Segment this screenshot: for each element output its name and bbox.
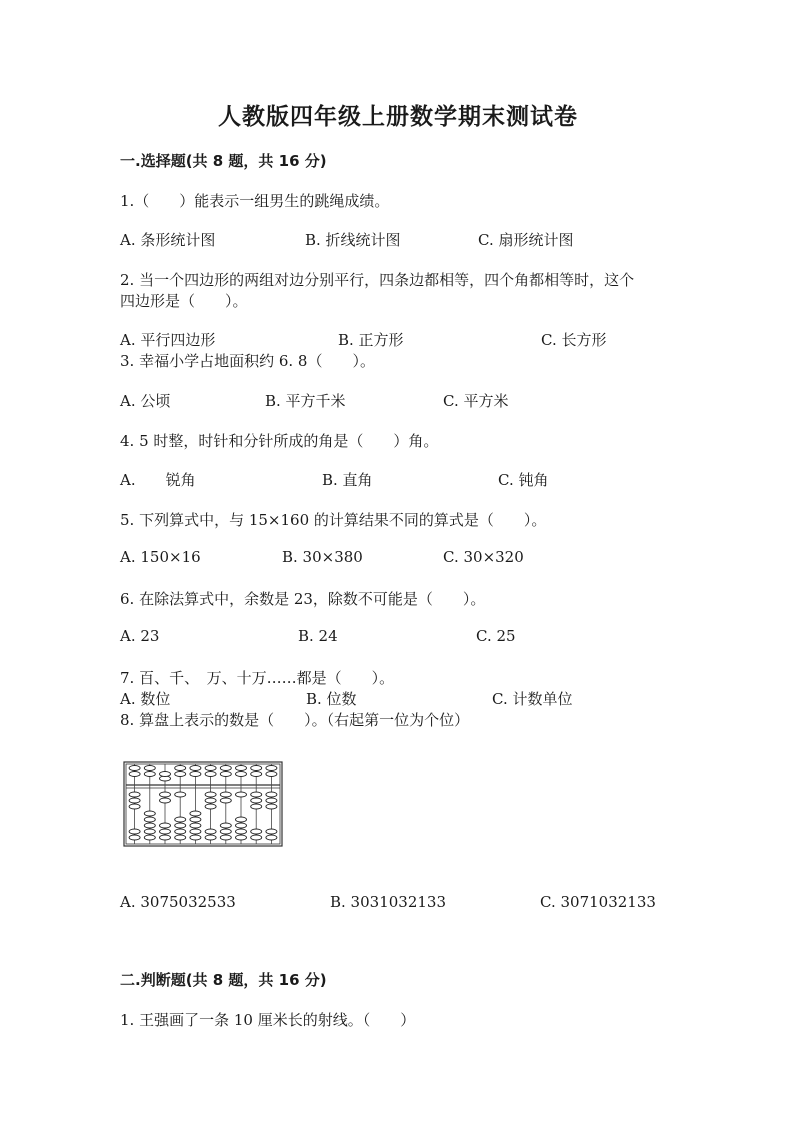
abacus-lower-bead bbox=[266, 792, 277, 797]
abacus-upper-bead bbox=[190, 772, 201, 777]
abacus-lower-bead bbox=[236, 817, 247, 822]
abacus-upper-bead bbox=[266, 772, 277, 777]
abacus-lower-bead bbox=[236, 823, 247, 828]
abacus-lower-bead bbox=[251, 835, 262, 840]
abacus-lower-bead bbox=[205, 792, 216, 797]
q1-option-c[interactable]: C. 扇形统计图 bbox=[478, 231, 574, 249]
abacus-lower-bead bbox=[175, 835, 186, 840]
q1-option-a[interactable]: A. 条形统计图 bbox=[120, 231, 216, 249]
abacus-upper-bead bbox=[220, 766, 231, 771]
abacus-lower-bead bbox=[160, 829, 171, 834]
abacus-lower-bead bbox=[129, 829, 140, 834]
abacus-lower-bead bbox=[236, 829, 247, 834]
q6-option-c[interactable]: C. 25 bbox=[476, 627, 516, 645]
abacus-lower-bead bbox=[266, 804, 277, 809]
abacus-lower-bead bbox=[129, 798, 140, 803]
abacus-lower-bead bbox=[144, 829, 155, 834]
abacus-upper-bead bbox=[175, 772, 186, 777]
abacus-lower-bead bbox=[144, 817, 155, 822]
abacus-lower-bead bbox=[220, 835, 231, 840]
abacus-lower-bead bbox=[129, 835, 140, 840]
question-5: 5. 下列算式中，与 15×160 的计算结果不同的算式是（ ）。 bbox=[120, 511, 547, 529]
q6-option-b[interactable]: B. 24 bbox=[298, 627, 338, 645]
abacus-lower-bead bbox=[190, 835, 201, 840]
question-7: 7. 百、千、 万、十万……都是（ ）。 bbox=[120, 669, 395, 687]
question-6: 6. 在除法算式中，余数是 23，除数不可能是（ ）。 bbox=[120, 590, 486, 608]
abacus-upper-bead bbox=[144, 772, 155, 777]
abacus-lower-bead bbox=[175, 823, 186, 828]
section-heading-judgement: 二.判断题(共 8 题，共 16 分) bbox=[120, 971, 327, 989]
abacus-lower-bead bbox=[220, 792, 231, 797]
abacus-lower-bead bbox=[160, 835, 171, 840]
abacus-upper-bead bbox=[129, 772, 140, 777]
abacus-upper-bead bbox=[175, 766, 186, 771]
abacus-upper-bead bbox=[251, 772, 262, 777]
abacus-lower-bead bbox=[205, 804, 216, 809]
q1-option-b[interactable]: B. 折线统计图 bbox=[305, 231, 401, 249]
abacus-upper-bead bbox=[251, 766, 262, 771]
abacus-lower-bead bbox=[190, 829, 201, 834]
question-2-line-1: 2. 当一个四边形的两组对边分别平行，四条边都相等，四个角都相等时，这个 bbox=[120, 271, 635, 289]
q5-option-a[interactable]: A. 150×16 bbox=[120, 548, 201, 566]
abacus-upper-bead bbox=[220, 772, 231, 777]
section-heading-choice: 一.选择题(共 8 题，共 16 分) bbox=[120, 152, 327, 170]
judgement-question-1: 1. 王强画了一条 10 厘米长的射线。（ ） bbox=[120, 1011, 416, 1029]
abacus-lower-bead bbox=[160, 823, 171, 828]
question-2-line-2: 四边形是（ ）。 bbox=[120, 292, 248, 310]
abacus-upper-bead bbox=[144, 766, 155, 771]
abacus-lower-bead bbox=[129, 792, 140, 797]
q2-option-c[interactable]: C. 长方形 bbox=[541, 331, 607, 349]
abacus-upper-bead bbox=[160, 772, 171, 777]
question-3: 3. 幸福小学占地面积约 6. 8（ ）。 bbox=[120, 352, 375, 370]
q7-option-b[interactable]: B. 位数 bbox=[306, 690, 357, 708]
abacus-lower-bead bbox=[144, 811, 155, 816]
abacus-lower-bead bbox=[175, 817, 186, 822]
q2-option-a[interactable]: A. 平行四边形 bbox=[120, 331, 216, 349]
q8-option-a[interactable]: A. 3075032533 bbox=[120, 893, 236, 911]
abacus-upper-bead bbox=[190, 766, 201, 771]
abacus-lower-bead bbox=[190, 811, 201, 816]
q8-option-c[interactable]: C. 3071032133 bbox=[540, 893, 656, 911]
abacus-upper-bead bbox=[205, 772, 216, 777]
q7-option-a[interactable]: A. 数位 bbox=[120, 690, 171, 708]
abacus-lower-bead bbox=[236, 835, 247, 840]
abacus-lower-bead bbox=[205, 829, 216, 834]
abacus-lower-bead bbox=[205, 798, 216, 803]
abacus-lower-bead bbox=[220, 823, 231, 828]
abacus-lower-bead bbox=[205, 835, 216, 840]
question-8: 8. 算盘上表示的数是（ ）。（右起第一位为个位） bbox=[120, 711, 470, 729]
abacus-lower-bead bbox=[144, 835, 155, 840]
q4-option-c[interactable]: C. 钝角 bbox=[498, 471, 549, 489]
abacus-lower-bead bbox=[266, 798, 277, 803]
q7-option-c[interactable]: C. 计数单位 bbox=[492, 690, 573, 708]
abacus-lower-bead bbox=[266, 835, 277, 840]
abacus-upper-bead bbox=[205, 766, 216, 771]
abacus-upper-bead bbox=[266, 766, 277, 771]
abacus-lower-bead bbox=[129, 804, 140, 809]
q3-option-c[interactable]: C. 平方米 bbox=[443, 392, 509, 410]
q4-option-b[interactable]: B. 直角 bbox=[322, 471, 373, 489]
abacus-lower-bead bbox=[220, 798, 231, 803]
abacus-lower-bead bbox=[251, 798, 262, 803]
abacus-lower-bead bbox=[175, 792, 186, 797]
abacus-figure bbox=[123, 761, 283, 847]
q2-option-b[interactable]: B. 正方形 bbox=[338, 331, 404, 349]
q3-option-b[interactable]: B. 平方千米 bbox=[265, 392, 346, 410]
abacus-upper-bead bbox=[129, 766, 140, 771]
abacus-lower-bead bbox=[220, 829, 231, 834]
abacus-lower-bead bbox=[190, 817, 201, 822]
abacus-lower-bead bbox=[160, 798, 171, 803]
abacus-upper-bead bbox=[236, 766, 247, 771]
abacus-lower-bead bbox=[160, 792, 171, 797]
abacus-lower-bead bbox=[251, 804, 262, 809]
q3-option-a[interactable]: A. 公顷 bbox=[120, 392, 171, 410]
q4-option-a[interactable]: A. 锐角 bbox=[120, 471, 196, 489]
abacus-lower-bead bbox=[175, 829, 186, 834]
abacus-lower-bead bbox=[251, 792, 262, 797]
abacus-lower-bead bbox=[190, 823, 201, 828]
abacus-upper-bead bbox=[236, 772, 247, 777]
abacus-lower-bead bbox=[266, 829, 277, 834]
page-title: 人教版四年级上册数学期末测试卷 bbox=[218, 103, 578, 130]
question-1: 1.（ ）能表示一组男生的跳绳成绩。 bbox=[120, 192, 390, 210]
abacus-lower-bead bbox=[144, 823, 155, 828]
q8-option-b[interactable]: B. 3031032133 bbox=[330, 893, 446, 911]
abacus-lower-bead bbox=[236, 792, 247, 797]
question-4: 4. 5 时整，时针和分针所成的角是（ ）角。 bbox=[120, 432, 439, 450]
q5-option-b[interactable]: B. 30×380 bbox=[282, 548, 363, 566]
q6-option-a[interactable]: A. 23 bbox=[120, 627, 160, 645]
abacus-lower-bead bbox=[251, 829, 262, 834]
q5-option-c[interactable]: C. 30×320 bbox=[443, 548, 524, 566]
